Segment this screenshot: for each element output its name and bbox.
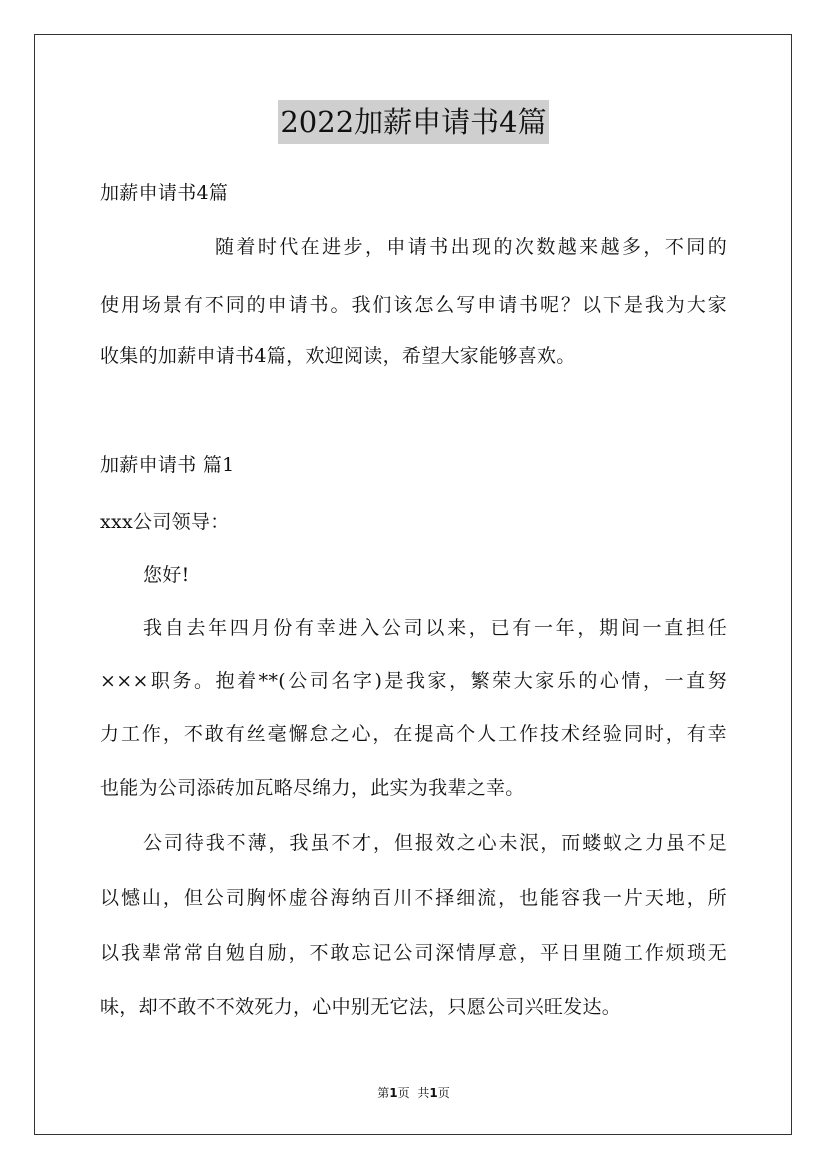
salutation: xxx公司领导： <box>100 511 230 533</box>
footer-total-suffix: 页 <box>437 1086 450 1100</box>
intro-line-3: 收集的加薪申请书4篇，欢迎阅读，希望大家能够喜欢。 <box>100 345 576 367</box>
paragraph2-line-3: 以我辈常常自勉自励，不敢忘记公司深情厚意，平日里随工作烦琐无 <box>100 942 727 964</box>
footer-total-number: 1 <box>429 1086 438 1100</box>
footer-page-suffix: 页 <box>397 1086 410 1100</box>
greeting: 您好! <box>143 564 190 586</box>
paragraph1-line-2: ×××职务。抱着**(公司名字)是我家，繁荣大家乐的心情，一直努 <box>100 670 727 692</box>
intro-line-2: 使用场景有不同的申请书。我们该怎么写申请书呢？以下是我为大家 <box>100 294 727 316</box>
paragraph1-line-4: 也能为公司添砖加瓦略尽绵力，此实为我辈之幸。 <box>100 777 525 799</box>
paragraph1-line-1: 我自去年四月份有幸进入公司以来，已有一年，期间一直担任 <box>143 617 727 639</box>
document-title-text: 2022加薪申请书4篇 <box>278 100 548 144</box>
intro-line-1: 随着时代在进步，申请书出现的次数越来越多，不同的 <box>215 236 727 258</box>
footer-page-prefix: 第 <box>377 1086 390 1100</box>
paragraph2-line-4: 味，却不敢不不效死力，心中别无它法，只愿公司兴旺发达。 <box>100 996 622 1018</box>
paragraph2-line-1: 公司待我不薄，我虽不才，但报效之心未泯，而蝼蚁之力虽不足 <box>143 832 727 854</box>
page-footer <box>0 1085 827 1101</box>
paragraph2-line-2: 以憾山，但公司胸怀虚谷海纳百川不择细流，也能容我一片天地，所 <box>100 887 727 909</box>
document-title <box>0 100 827 144</box>
document-subtitle: 加薪申请书4篇 <box>100 182 229 204</box>
paragraph1-line-3: 力工作，不敢有丝毫懈怠之心，在提高个人工作技术经验同时，有幸 <box>100 723 727 745</box>
footer-total-prefix: 共 <box>417 1086 430 1100</box>
section-heading: 加薪申请书 篇1 <box>100 454 235 476</box>
footer-page-number: 1 <box>389 1086 398 1100</box>
